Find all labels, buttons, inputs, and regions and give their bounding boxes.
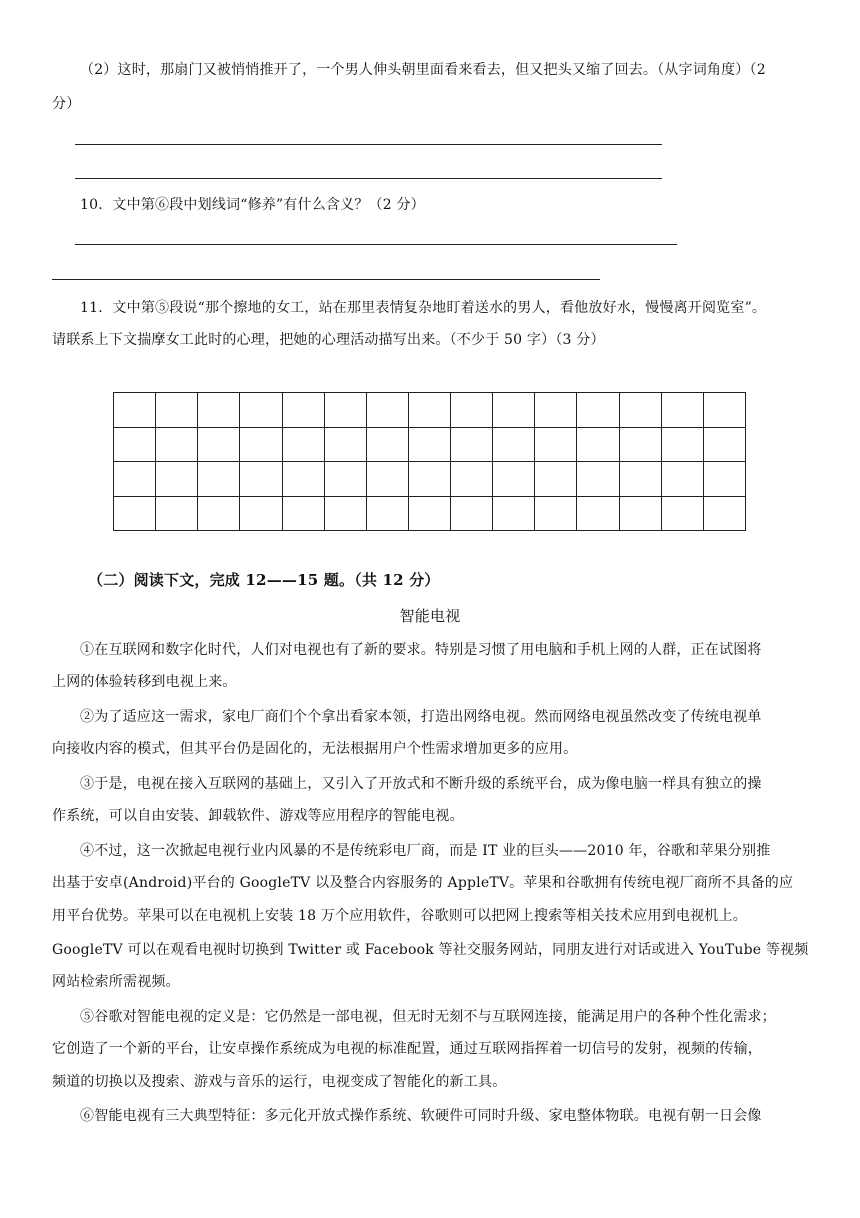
q9-2-text-line1: （2）这时，那扇门又被悄悄推开了，一个男人伸头朝里面看来看去，但又把头又缩了回去。（从字词角度）（2 xyxy=(80,62,766,78)
grid-cell[interactable] xyxy=(324,393,366,428)
article-line: ④不过，这一次掀起电视行业内风暴的不是传统彩电厂商，而是 IT 业的巨头——2010 年，谷歌和苹果分别推 xyxy=(80,843,771,859)
grid-row xyxy=(114,462,746,497)
answer-grid xyxy=(113,392,746,531)
grid-cell[interactable] xyxy=(114,427,156,462)
article-line: 用平台优势。苹果可以在电视机上安装 18 万个应用软件，谷歌则可以把网上搜索等相关技术应用到电视机上。 xyxy=(52,908,747,924)
section-heading: （二）阅读下文，完成 12——15 题。（共 12 分） xyxy=(88,571,440,589)
grid-cell[interactable] xyxy=(156,462,198,497)
grid-cell[interactable] xyxy=(240,427,282,462)
article-line: 出基于安卓(Android)平台的 GoogleTV 以及整合内容服务的 AppleTV。苹果和谷歌拥有传统电视厂商所不具备的应 xyxy=(52,875,794,891)
grid-cell[interactable] xyxy=(366,427,408,462)
grid-cell[interactable] xyxy=(451,462,493,497)
grid-cell[interactable] xyxy=(408,427,450,462)
grid-cell[interactable] xyxy=(408,462,450,497)
grid-cell[interactable] xyxy=(535,462,577,497)
grid-cell[interactable] xyxy=(703,462,745,497)
grid-cell[interactable] xyxy=(577,393,619,428)
grid-cell[interactable] xyxy=(282,496,324,531)
grid-cell[interactable] xyxy=(198,427,240,462)
grid-cell[interactable] xyxy=(240,496,282,531)
grid-cell[interactable] xyxy=(661,496,703,531)
article-line: 频道的切换以及搜索、游戏与音乐的运行，电视变成了智能化的新工具。 xyxy=(52,1074,507,1090)
grid-cell[interactable] xyxy=(198,496,240,531)
grid-cell[interactable] xyxy=(661,393,703,428)
grid-cell[interactable] xyxy=(282,427,324,462)
grid-cell[interactable] xyxy=(493,496,535,531)
grid-row xyxy=(114,393,746,428)
grid-cell[interactable] xyxy=(493,427,535,462)
grid-cell[interactable] xyxy=(661,462,703,497)
answer-line xyxy=(75,244,677,245)
grid-cell[interactable] xyxy=(408,393,450,428)
article-line: 它创造了一个新的平台，让安卓操作系统成为电视的标准配置，通过互联网指挥着一切信号的发射，视频的传输， xyxy=(52,1041,762,1057)
grid-cell[interactable] xyxy=(451,427,493,462)
grid-cell[interactable] xyxy=(324,496,366,531)
answer-line xyxy=(52,279,600,280)
article-line: ⑥智能电视有三大典型特征：多元化开放式操作系统、软硬件可同时升级、家电整体物联。电视有朝一日会像 xyxy=(80,1108,762,1124)
grid-cell[interactable] xyxy=(114,496,156,531)
article-line: ⑤谷歌对智能电视的定义是：它仍然是一部电视，但无时无刻不与互联网连接，能满足用户的各种个性化需求； xyxy=(80,1009,776,1025)
grid-cell[interactable] xyxy=(619,496,661,531)
grid-row xyxy=(114,427,746,462)
article-line: GoogleTV 可以在观看电视时切换到 Twitter 或 Facebook 等社交服务网站，同朋友进行对话或进入 YouTube 等视频 xyxy=(52,942,809,958)
grid-cell[interactable] xyxy=(535,496,577,531)
q11-text-line2: 请联系上下文揣摩女工此时的心理，把她的心理活动描写出来。（不少于 50 字）（3 分） xyxy=(52,332,605,348)
grid-cell[interactable] xyxy=(493,393,535,428)
grid-cell[interactable] xyxy=(282,462,324,497)
q9-2-text-line2: 分） xyxy=(52,96,81,112)
grid-cell[interactable] xyxy=(535,427,577,462)
article-line: 作系统，可以自由安装、卸载软件、游戏等应用程序的智能电视。 xyxy=(52,808,464,824)
q11-text-line1: 11．文中第⑤段说“那个擦地的女工，站在那里表情复杂地盯着送水的男人，看他放好水，慢慢离开阅览室”。 xyxy=(80,300,767,316)
article-line: 网站检索所需视频。 xyxy=(52,974,180,990)
grid-cell[interactable] xyxy=(703,496,745,531)
grid-cell[interactable] xyxy=(408,496,450,531)
grid-cell[interactable] xyxy=(535,393,577,428)
grid-row xyxy=(114,496,746,531)
q10-text: 10．文中第⑥段中划线词“修养”有什么含义？（2 分） xyxy=(80,197,425,213)
article-line: ③于是，电视在接入互联网的基础上，又引入了开放式和不断升级的系统平台，成为像电脑一样具有独立的操 xyxy=(80,776,762,792)
answer-line xyxy=(75,144,662,145)
article-line: ②为了适应这一需求，家电厂商们个个拿出看家本领，打造出网络电视。然而网络电视虽然改变了传统电视单 xyxy=(80,709,762,725)
grid-cell[interactable] xyxy=(282,393,324,428)
grid-cell[interactable] xyxy=(156,496,198,531)
grid-cell[interactable] xyxy=(619,393,661,428)
article-line: ①在互联网和数字化时代，人们对电视也有了新的要求。特别是习惯了用电脑和手机上网的人群，正在试图将 xyxy=(80,642,762,658)
grid-cell[interactable] xyxy=(240,462,282,497)
grid-cell[interactable] xyxy=(661,427,703,462)
grid-cell[interactable] xyxy=(451,393,493,428)
grid-cell[interactable] xyxy=(366,462,408,497)
grid-cell[interactable] xyxy=(114,393,156,428)
grid-cell[interactable] xyxy=(156,427,198,462)
article-line: 上网的体验转移到电视上来。 xyxy=(52,674,237,690)
grid-cell[interactable] xyxy=(577,427,619,462)
grid-cell[interactable] xyxy=(324,427,366,462)
article-title: 智能电视 xyxy=(399,607,461,625)
grid-cell[interactable] xyxy=(703,427,745,462)
grid-cell[interactable] xyxy=(451,496,493,531)
grid-cell[interactable] xyxy=(324,462,366,497)
grid-cell[interactable] xyxy=(366,393,408,428)
grid-cell[interactable] xyxy=(198,393,240,428)
grid-cell[interactable] xyxy=(577,462,619,497)
grid-cell[interactable] xyxy=(240,393,282,428)
grid-cell[interactable] xyxy=(198,462,240,497)
grid-cell[interactable] xyxy=(156,393,198,428)
grid-cell[interactable] xyxy=(493,462,535,497)
grid-cell[interactable] xyxy=(114,462,156,497)
grid-cell[interactable] xyxy=(619,427,661,462)
grid-cell[interactable] xyxy=(577,496,619,531)
grid-cell[interactable] xyxy=(703,393,745,428)
article-line: 向接收内容的模式，但其平台仍是固化的，无法根据用户个性需求增加更多的应用。 xyxy=(52,741,578,757)
grid-cell[interactable] xyxy=(619,462,661,497)
grid-cell[interactable] xyxy=(366,496,408,531)
answer-line xyxy=(75,178,662,179)
